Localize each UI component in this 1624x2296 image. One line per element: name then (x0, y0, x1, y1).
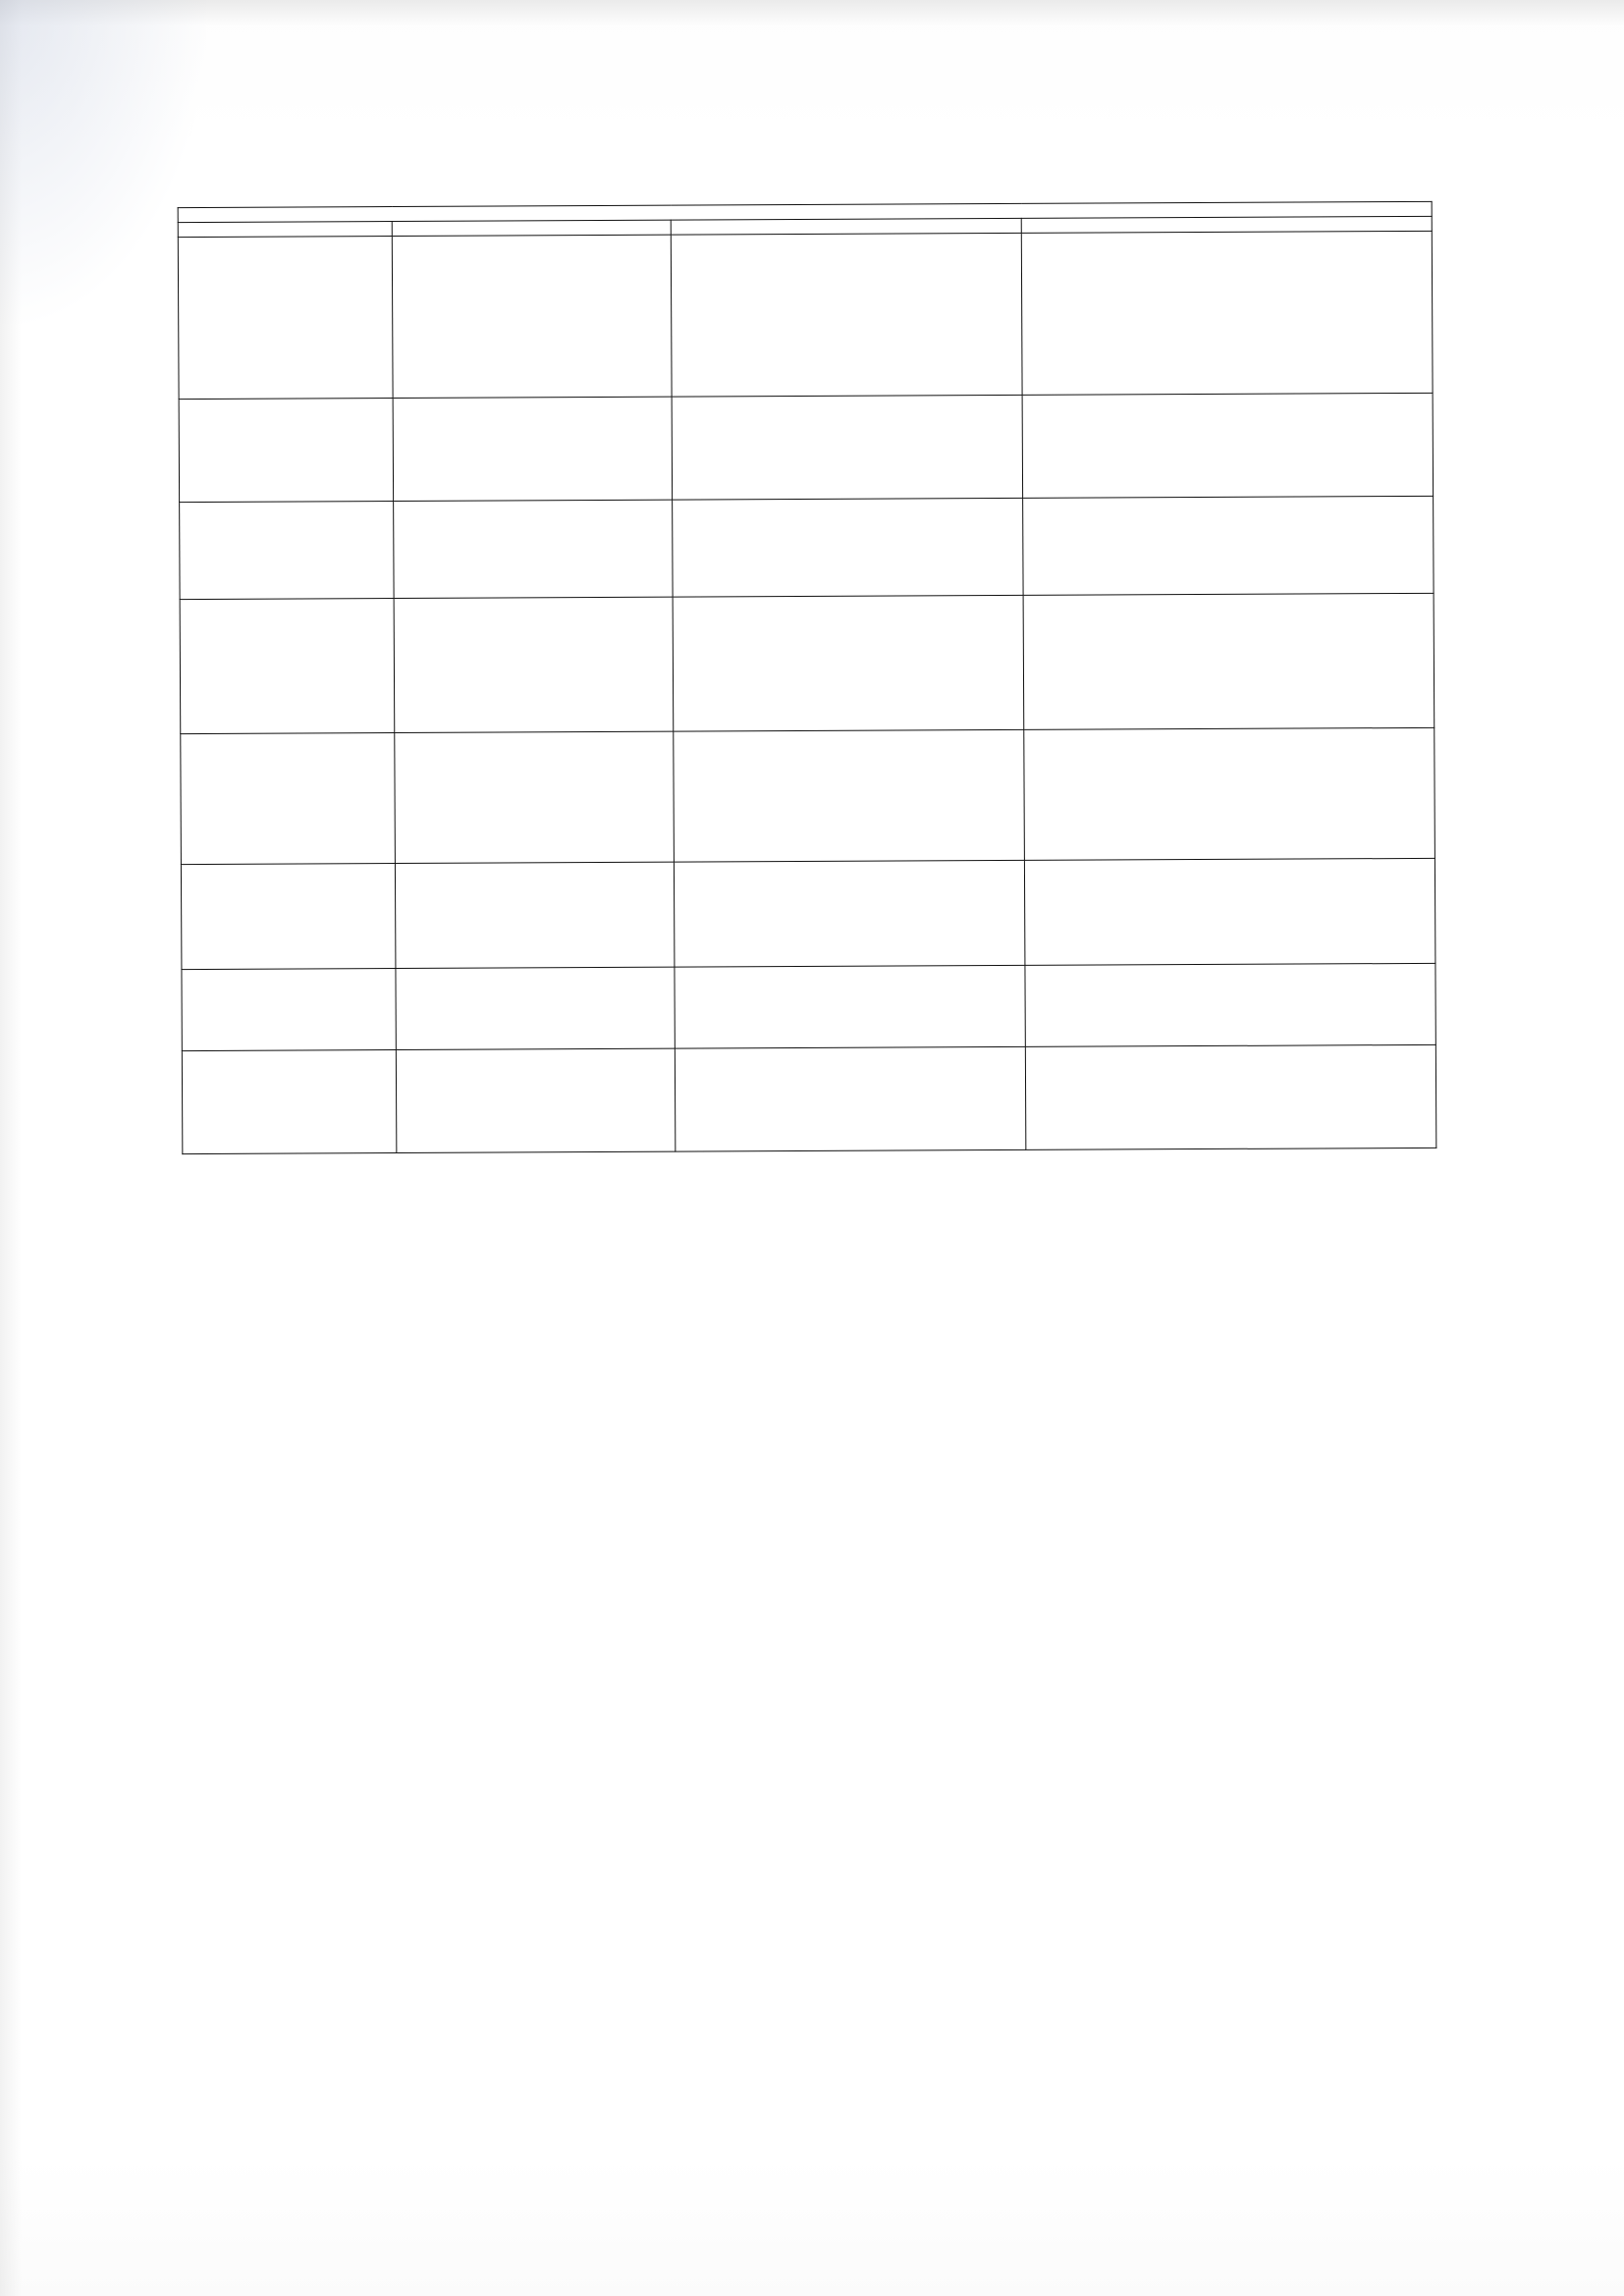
cell-thursday-lunch (674, 729, 1025, 862)
menu-table-container (178, 201, 1436, 1154)
cell-wednesday-day (180, 599, 395, 734)
cell-saturday-day (182, 969, 396, 1051)
cell-text (186, 869, 391, 870)
cell-text (183, 241, 388, 242)
cell-daily-common-breakfast (392, 235, 672, 398)
cell-sunday-dinner (1025, 1044, 1436, 1149)
table-row-sunday (182, 1044, 1435, 1153)
cell-wednesday-breakfast (394, 597, 674, 732)
scan-edge-shadow-top (0, 0, 1624, 26)
cell-tuesday-day (180, 502, 394, 600)
cell-text (399, 737, 669, 738)
cell-wednesday-lunch (673, 595, 1024, 731)
cell-friday-day (181, 864, 396, 970)
cell-monday-breakfast (393, 397, 673, 501)
cell-text (678, 971, 1020, 973)
cell-daily-common-dinner (1021, 231, 1433, 395)
cell-text (1027, 502, 1429, 504)
cell-text (1028, 733, 1430, 735)
cell-sunday-day (182, 1050, 397, 1154)
cell-sunday-lunch (675, 1046, 1026, 1151)
scan-edge-shadow-left (0, 0, 22, 2296)
column-header-lunch (671, 218, 1021, 235)
cell-text (186, 974, 391, 975)
cell-text (676, 239, 1017, 240)
table-row-tuesday (180, 496, 1434, 599)
cell-saturday-breakfast (396, 967, 675, 1049)
cell-sunday-breakfast (396, 1048, 676, 1152)
table-row-monday (179, 393, 1433, 502)
cell-text (1028, 599, 1430, 601)
cell-text (677, 601, 1019, 603)
cell-thursday-day (181, 733, 396, 865)
cell-tuesday-dinner (1023, 496, 1434, 595)
cell-text (1030, 1050, 1432, 1052)
cell-text (184, 403, 389, 404)
cell-text (400, 973, 670, 974)
cell-text (678, 866, 1020, 868)
cell-text (677, 400, 1018, 402)
table-row-thursday (181, 727, 1435, 864)
cell-text (677, 504, 1018, 506)
cell-friday-lunch (674, 860, 1025, 967)
column-header-breakfast (392, 220, 671, 236)
cell-text (1026, 237, 1428, 239)
cell-monday-dinner (1022, 393, 1434, 498)
cell-text (185, 604, 390, 605)
cell-text (187, 1055, 392, 1056)
cell-text (397, 240, 667, 241)
table-row-saturday (182, 963, 1435, 1050)
cell-monday-lunch (672, 395, 1023, 500)
cell-wednesday-dinner (1023, 593, 1435, 729)
cell-text (1029, 864, 1431, 866)
signature-area (0, 1659, 1624, 1904)
cell-text (1029, 969, 1431, 971)
cell-saturday-lunch (675, 965, 1025, 1048)
menu-table (178, 201, 1437, 1154)
cell-friday-breakfast (395, 862, 675, 968)
cell-text (399, 603, 669, 604)
cell-friday-dinner (1024, 858, 1435, 965)
cell-thursday-dinner (1024, 727, 1435, 860)
cell-text (185, 738, 390, 739)
cell-text (400, 868, 670, 869)
cell-saturday-dinner (1025, 963, 1435, 1046)
cell-text (1027, 399, 1429, 400)
cell-thursday-breakfast (395, 731, 675, 863)
cell-text (398, 402, 668, 403)
scan-color-tint (0, 0, 206, 324)
column-header-day (178, 222, 392, 238)
cell-text (401, 1054, 671, 1055)
cell-text (677, 735, 1019, 737)
cell-text (398, 506, 668, 507)
cell-daily-common-lunch (671, 233, 1022, 397)
cell-daily-common-day (178, 237, 393, 400)
cell-text (679, 1052, 1021, 1054)
table-row-friday (181, 858, 1435, 969)
cell-monday-day (179, 399, 394, 503)
cell-tuesday-lunch (673, 498, 1023, 597)
table-row-wednesday (180, 593, 1435, 733)
table-row-daily-common (178, 231, 1433, 399)
cell-tuesday-breakfast (394, 500, 673, 598)
